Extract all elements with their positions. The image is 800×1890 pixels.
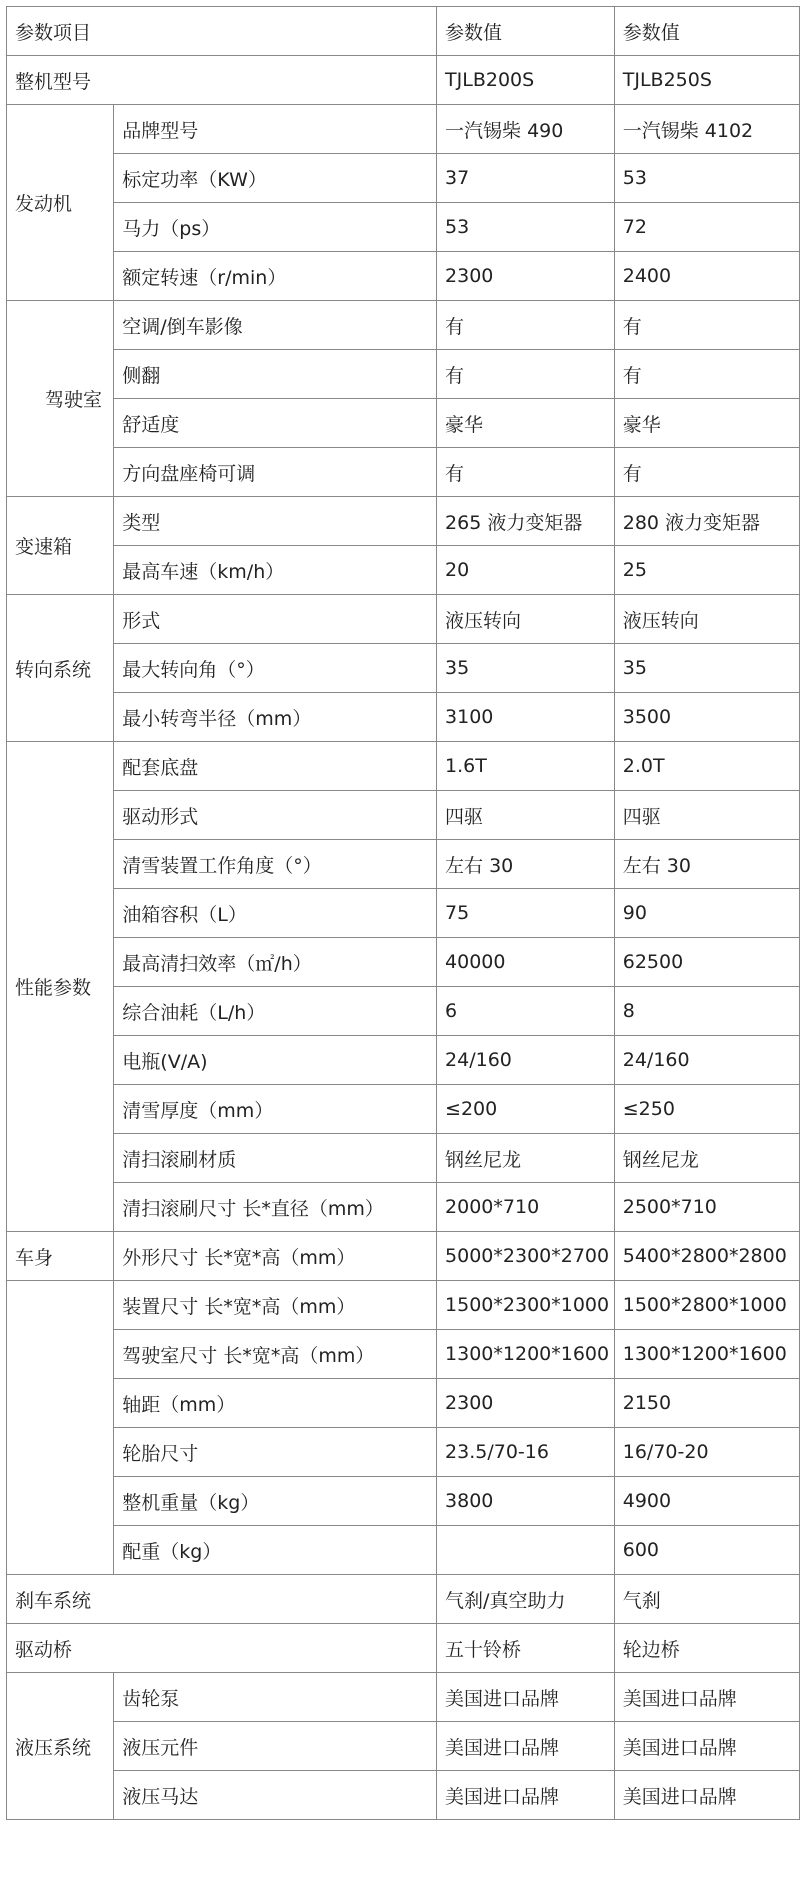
group-label-performance: 性能参数 <box>7 742 114 1232</box>
table-row <box>7 693 800 742</box>
table-row <box>7 301 800 350</box>
group-label-engine: 发动机 <box>7 105 114 301</box>
row-label: 清扫滚刷材质 <box>114 1134 437 1183</box>
table-row <box>7 105 800 154</box>
table-row <box>7 889 800 938</box>
row-label: 整机重量（kg） <box>114 1477 437 1526</box>
row-value1: 有 <box>437 350 615 399</box>
row-value2: 2150 <box>614 1379 799 1428</box>
row-value2: 62500 <box>614 938 799 987</box>
table-row <box>7 1183 800 1232</box>
table-row <box>7 791 800 840</box>
row-label: 刹车系统 <box>7 1575 437 1624</box>
table-row <box>7 644 800 693</box>
row-label: 驾驶室尺寸 长*宽*高（mm） <box>114 1330 437 1379</box>
row-label: 清扫滚刷尺寸 长*直径（mm） <box>114 1183 437 1232</box>
header-row <box>7 7 800 56</box>
table-row <box>7 1281 800 1330</box>
table-row <box>7 1379 800 1428</box>
row-value2: 72 <box>614 203 799 252</box>
row-value2: 美国进口品牌 <box>614 1722 799 1771</box>
row-value2: 气刹 <box>614 1575 799 1624</box>
row-value1: 3100 <box>437 693 615 742</box>
row-value1: 一汽锡柴 490 <box>437 105 615 154</box>
group-label-hydraulic: 液压系统 <box>7 1673 114 1820</box>
row-value2: 钢丝尼龙 <box>614 1134 799 1183</box>
row-value2: 600 <box>614 1526 799 1575</box>
row-label: 综合油耗（L/h） <box>114 987 437 1036</box>
row-value1: 五十铃桥 <box>437 1624 615 1673</box>
header-item-cell: 参数项目 <box>7 7 437 56</box>
row-label: 舒适度 <box>114 399 437 448</box>
header-value1-cell: 参数值 <box>437 7 615 56</box>
row-value1: 5000*2300*2700 <box>437 1232 615 1281</box>
table-row <box>7 1085 800 1134</box>
row-label: 液压元件 <box>114 1722 437 1771</box>
table-row <box>7 1428 800 1477</box>
row-value2: 有 <box>614 448 799 497</box>
table-row <box>7 350 800 399</box>
row-value2: 8 <box>614 987 799 1036</box>
table-row <box>7 1134 800 1183</box>
row-value1 <box>437 1526 615 1575</box>
row-value1: 20 <box>437 546 615 595</box>
row-value1: 美国进口品牌 <box>437 1722 615 1771</box>
row-label: 驱动形式 <box>114 791 437 840</box>
row-label: 液压马达 <box>114 1771 437 1820</box>
row-value2: 美国进口品牌 <box>614 1771 799 1820</box>
row-label: 最小转弯半径（mm） <box>114 693 437 742</box>
row-value2: 2.0T <box>614 742 799 791</box>
group-label-steering: 转向系统 <box>7 595 114 742</box>
row-value1: 23.5/70-16 <box>437 1428 615 1477</box>
row-value2: 3500 <box>614 693 799 742</box>
row-label: 品牌型号 <box>114 105 437 154</box>
row-value2: 2400 <box>614 252 799 301</box>
row-value1: 1500*2300*1000 <box>437 1281 615 1330</box>
row-label: 额定转速（r/min） <box>114 252 437 301</box>
row-label: 形式 <box>114 595 437 644</box>
row-value1: 美国进口品牌 <box>437 1771 615 1820</box>
table-row <box>7 546 800 595</box>
row-label: 清雪厚度（mm） <box>114 1085 437 1134</box>
row-value1: TJLB200S <box>437 56 615 105</box>
table-row <box>7 1575 800 1624</box>
table-row <box>7 1232 800 1281</box>
row-label: 驱动桥 <box>7 1624 437 1673</box>
row-value1: 75 <box>437 889 615 938</box>
group-label-body: 车身 <box>7 1232 114 1281</box>
table-row <box>7 154 800 203</box>
row-label: 空调/倒车影像 <box>114 301 437 350</box>
row-value2: 液压转向 <box>614 595 799 644</box>
row-label: 类型 <box>114 497 437 546</box>
row-value2: TJLB250S <box>614 56 799 105</box>
table-row <box>7 1673 800 1722</box>
table-row <box>7 595 800 644</box>
row-value2: ≤250 <box>614 1085 799 1134</box>
table-row <box>7 987 800 1036</box>
table-row <box>7 203 800 252</box>
header-value2-cell: 参数值 <box>614 7 799 56</box>
row-label: 装置尺寸 长*宽*高（mm） <box>114 1281 437 1330</box>
row-value2: 豪华 <box>614 399 799 448</box>
row-value2: 有 <box>614 301 799 350</box>
row-value2: 左右 30 <box>614 840 799 889</box>
row-value2: 四驱 <box>614 791 799 840</box>
row-value1: 2000*710 <box>437 1183 615 1232</box>
row-value1: 1.6T <box>437 742 615 791</box>
row-label: 外形尺寸 长*宽*高（mm） <box>114 1232 437 1281</box>
row-label: 侧翻 <box>114 350 437 399</box>
row-label: 最高车速（km/h） <box>114 546 437 595</box>
row-value1: 2300 <box>437 252 615 301</box>
row-value2: 美国进口品牌 <box>614 1673 799 1722</box>
row-value1: 265 液力变矩器 <box>437 497 615 546</box>
row-value1: 有 <box>437 448 615 497</box>
row-label: 最高清扫效率（㎡/h） <box>114 938 437 987</box>
row-value1: 左右 30 <box>437 840 615 889</box>
row-value1: 四驱 <box>437 791 615 840</box>
row-value1: 6 <box>437 987 615 1036</box>
row-value1: 3800 <box>437 1477 615 1526</box>
row-label: 最大转向角（°） <box>114 644 437 693</box>
row-label: 清雪装置工作角度（°） <box>114 840 437 889</box>
row-value2: 1300*1200*1600 <box>614 1330 799 1379</box>
row-label: 马力（ps） <box>114 203 437 252</box>
row-value2: 24/160 <box>614 1036 799 1085</box>
row-value2: 1500*2800*1000 <box>614 1281 799 1330</box>
row-value2: 25 <box>614 546 799 595</box>
row-label: 方向盘座椅可调 <box>114 448 437 497</box>
row-value1: 2300 <box>437 1379 615 1428</box>
row-value2: 35 <box>614 644 799 693</box>
row-value1: 液压转向 <box>437 595 615 644</box>
row-value2: 2500*710 <box>614 1183 799 1232</box>
row-value1: ≤200 <box>437 1085 615 1134</box>
row-value1: 53 <box>437 203 615 252</box>
group-label-gearbox: 变速箱 <box>7 497 114 595</box>
row-value1: 40000 <box>437 938 615 987</box>
table-row <box>7 497 800 546</box>
group-blank-cell <box>7 1281 114 1575</box>
row-value1: 气刹/真空助力 <box>437 1575 615 1624</box>
row-label: 标定功率（KW） <box>114 154 437 203</box>
row-label: 轴距（mm） <box>114 1379 437 1428</box>
row-value2: 280 液力变矩器 <box>614 497 799 546</box>
table-row <box>7 252 800 301</box>
table-row <box>7 938 800 987</box>
row-value1: 有 <box>437 301 615 350</box>
row-value1: 1300*1200*1600 <box>437 1330 615 1379</box>
table-row <box>7 399 800 448</box>
row-value2: 5400*2800*2800 <box>614 1232 799 1281</box>
table-row <box>7 1330 800 1379</box>
row-value1: 35 <box>437 644 615 693</box>
row-value2: 90 <box>614 889 799 938</box>
row-label: 整机型号 <box>7 56 437 105</box>
row-value1: 24/160 <box>437 1036 615 1085</box>
table-row <box>7 1526 800 1575</box>
row-value1: 美国进口品牌 <box>437 1673 615 1722</box>
table-row <box>7 1477 800 1526</box>
row-value1: 豪华 <box>437 399 615 448</box>
row-label: 配重（kg） <box>114 1526 437 1575</box>
row-value1: 37 <box>437 154 615 203</box>
table-row <box>7 448 800 497</box>
table-row <box>7 1624 800 1673</box>
row-value2: 一汽锡柴 4102 <box>614 105 799 154</box>
spec-table <box>6 6 800 1820</box>
table-row <box>7 1036 800 1085</box>
table-row <box>7 1722 800 1771</box>
row-value2: 16/70-20 <box>614 1428 799 1477</box>
row-label: 轮胎尺寸 <box>114 1428 437 1477</box>
table-row <box>7 742 800 791</box>
row-value2: 53 <box>614 154 799 203</box>
row-value2: 4900 <box>614 1477 799 1526</box>
row-value2: 有 <box>614 350 799 399</box>
row-label: 电瓶(V/A) <box>114 1036 437 1085</box>
row-label: 油箱容积（L） <box>114 889 437 938</box>
table-row <box>7 56 800 105</box>
row-value2: 轮边桥 <box>614 1624 799 1673</box>
row-value1: 钢丝尼龙 <box>437 1134 615 1183</box>
group-label-cab: 驾驶室 <box>7 301 114 497</box>
row-label: 配套底盘 <box>114 742 437 791</box>
row-label: 齿轮泵 <box>114 1673 437 1722</box>
table-row <box>7 840 800 889</box>
table-row <box>7 1771 800 1820</box>
